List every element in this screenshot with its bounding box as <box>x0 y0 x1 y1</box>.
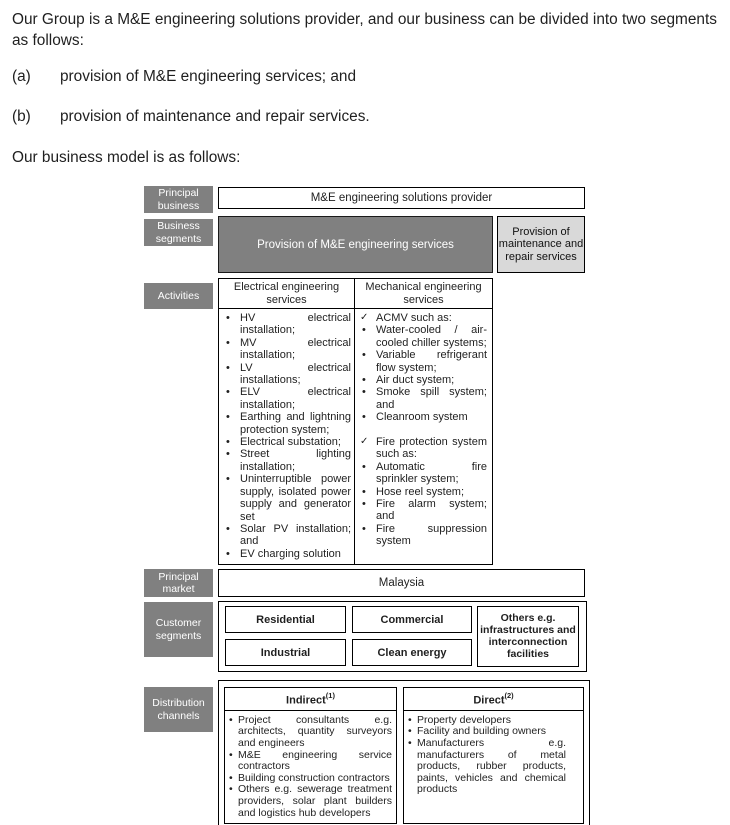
electrical-column-header: Electrical engineering services <box>219 279 354 309</box>
business-model-line: Our business model is as follows: <box>12 149 241 166</box>
electrical-item: • Street lighting installation; <box>226 448 351 473</box>
mechanical-item: • Fire suppression system <box>362 522 487 548</box>
list-item-b <box>12 106 718 127</box>
mechanical-group-lead: ✓ ACMV such as: <box>360 312 452 324</box>
customer-segments-label: Customer segments <box>144 602 213 657</box>
row-principal-business <box>144 186 590 213</box>
electrical-item: • Solar PV installation; and <box>226 522 351 548</box>
indirect-item: • Building construction contractors <box>229 771 390 784</box>
customer-segment-industrial: Industrial <box>225 639 346 666</box>
activities-label: Activities <box>144 283 213 309</box>
row-activities <box>144 278 590 565</box>
bullet-icon: • <box>226 522 230 535</box>
indirect-item: • Others e.g. sewerage treatment providers, solar plant builders and logistics hub developers <box>229 783 392 819</box>
electrical-item: • LV electrical installations; <box>226 361 351 387</box>
mechanical-item: • Smoke spill system; and <box>362 386 487 411</box>
bullet-icon: • <box>362 324 366 337</box>
bullet-icon: • <box>408 725 412 738</box>
intro-paragraph: Our Group is a M&E engineering solutions provider, and our business can be divided into two segments as follows: <box>12 11 717 49</box>
business-segments-label: Business segments <box>144 219 213 246</box>
mechanical-item: • Fire alarm system; and <box>362 498 487 523</box>
mechanical-item: • Automatic fire sprinkler system; <box>362 460 487 486</box>
bullet-icon: • <box>408 713 412 726</box>
direct-item: • Facility and building owners <box>408 725 546 738</box>
bullet-icon: • <box>229 783 233 796</box>
indirect-item: • M&E engineering service contractors <box>229 748 392 773</box>
indirect-channel-box <box>224 687 397 824</box>
bullet-icon: • <box>226 336 230 349</box>
business-model-diagram <box>144 186 590 825</box>
bullet-icon: • <box>226 547 230 560</box>
check-icon: ✓ <box>360 436 369 448</box>
bullet-icon: • <box>226 312 230 324</box>
activities-table <box>218 278 493 565</box>
customer-segments-box <box>218 601 587 672</box>
segment-maintenance-repair: Provision of maintenance and repair services <box>497 216 585 273</box>
segment-engineering-services: Provision of M&E engineering services <box>218 216 493 273</box>
principal-market-label: Principal market <box>144 569 213 597</box>
customer-segment-commercial: Commercial <box>352 606 472 633</box>
bullet-icon: • <box>229 748 233 761</box>
list-marker-b: (b) <box>12 108 31 125</box>
direct-channel-box <box>403 687 584 824</box>
row-distribution-channels <box>144 680 590 825</box>
bullet-icon: • <box>362 522 366 535</box>
bullet-icon: • <box>362 386 366 399</box>
bullet-icon: • <box>362 460 366 473</box>
customer-segment-clean-energy: Clean energy <box>352 639 472 666</box>
mechanical-item: • Variable refrigerant flow system; <box>362 349 487 374</box>
indirect-channel-header <box>225 688 396 711</box>
bullet-icon: • <box>226 361 230 374</box>
direct-item: • Property developers <box>408 713 511 726</box>
check-icon: ✓ <box>360 312 369 323</box>
direct-item: • Manufacturers e.g. manufacturers of metal products, rubber products, paints, vehicles and chemical products <box>408 736 566 796</box>
electrical-column <box>219 279 355 564</box>
bullet-icon: • <box>362 374 366 387</box>
bullet-icon: • <box>362 498 366 511</box>
list-text-a: provision of M&E engineering services; and <box>60 68 356 85</box>
bullet-icon: • <box>226 448 230 461</box>
bullet-icon: • <box>362 349 366 362</box>
mechanical-item: • Water-cooled / air-cooled chiller systems; <box>362 324 487 349</box>
footnote-1: (1) <box>325 691 335 701</box>
distribution-channels-box <box>218 680 590 825</box>
electrical-item: • Earthing and lightning protection system; <box>226 411 351 436</box>
mechanical-column <box>355 279 492 564</box>
list-item-a <box>12 66 718 87</box>
mechanical-column-header: Mechanical engineering services <box>355 279 492 309</box>
footnote-2: (2) <box>504 691 514 701</box>
distribution-channels-label: Distribution channels <box>144 687 213 732</box>
mechanical-group-lead: ✓ Fire protection system such as: <box>360 436 487 461</box>
bullet-icon: • <box>362 411 366 424</box>
mechanical-item: • Cleanroom system <box>362 411 468 424</box>
indirect-item: • Project consultants e.g. architects, quantity surveyors and engineers <box>229 713 392 749</box>
principal-market-value: Malaysia <box>218 569 585 597</box>
list-text-b: provision of maintenance and repair services. <box>60 108 370 125</box>
electrical-item: • MV electrical installation; <box>226 336 351 362</box>
bullet-icon: • <box>226 473 230 486</box>
bullet-icon: • <box>226 386 230 399</box>
bullet-icon: • <box>362 485 366 498</box>
list-marker-a: (a) <box>12 68 31 85</box>
principal-business-value: M&E engineering solutions provider <box>218 187 585 209</box>
bullet-icon: • <box>226 436 230 449</box>
bullet-icon: • <box>226 411 230 424</box>
electrical-item: • Electrical substation; <box>226 436 341 449</box>
electrical-item: • EV charging solution <box>226 547 341 560</box>
mechanical-item: • Air duct system; <box>362 374 455 387</box>
electrical-item: • HV electrical installation; <box>226 312 351 337</box>
electrical-item: • ELV electrical installation; <box>226 386 351 411</box>
electrical-item: • Uninterruptible power supply, isolated power supply and generator set <box>226 473 351 523</box>
row-principal-market <box>144 569 590 597</box>
row-business-segments <box>144 216 590 273</box>
principal-business-label: Principal business <box>144 186 213 213</box>
customer-segment-others: Others e.g. infrastructures and interconnection facilities <box>477 606 579 667</box>
row-customer-segments <box>144 601 590 672</box>
bullet-icon: • <box>229 713 233 726</box>
customer-segment-residential: Residential <box>225 606 346 633</box>
mechanical-item: • Hose reel system; <box>362 485 465 498</box>
direct-channel-header <box>404 688 583 711</box>
indirect-title: Indirect <box>286 694 326 707</box>
direct-title: Direct <box>473 694 505 707</box>
bullet-icon: • <box>408 736 412 749</box>
bullet-icon: • <box>229 771 233 784</box>
